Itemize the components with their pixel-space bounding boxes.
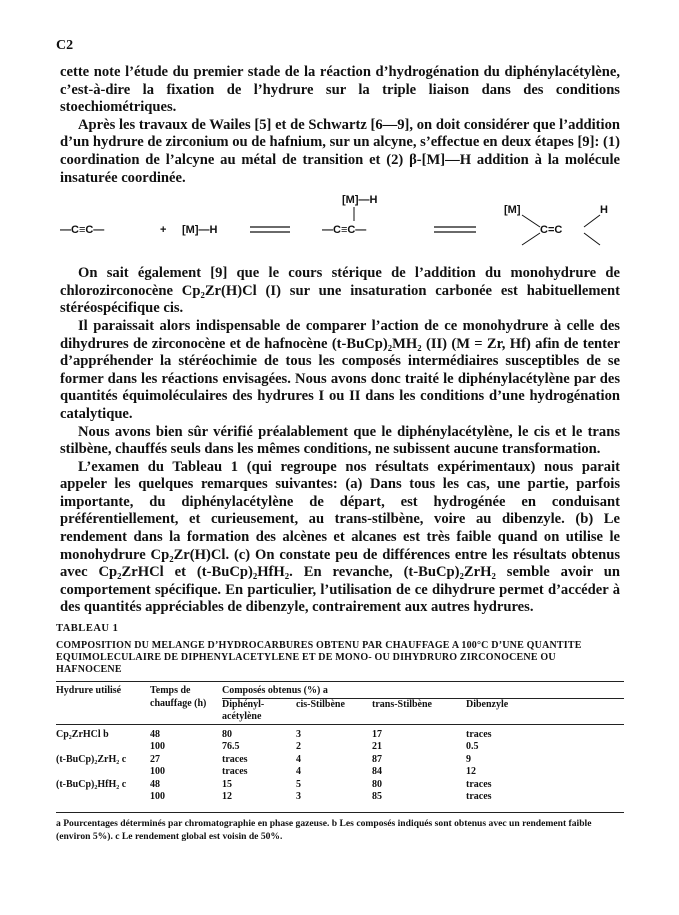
cell-time: 100 [150, 741, 165, 752]
table-caption: COMPOSITION DU MELANGE D’HYDROCARBURES OBTENU PAR CHAUFFAGE A 100°C D’UNE QUANTITE EQUIMOLECULAIRE DE DIPHENYLACETYLENE ET DE MONO- OU DIHYDRURO ZIRCONOCENE OU HAFNOCENE [56, 640, 582, 675]
table-row [56, 766, 624, 779]
page-identifier: C2 [56, 38, 74, 53]
results-table [56, 681, 624, 806]
equilibrium-arrow-1 [250, 227, 290, 232]
cell-time: 48 [150, 778, 160, 790]
equilibrium-arrow-2 [434, 227, 476, 232]
cell-trans: 85 [372, 791, 382, 802]
cell-hydride: (t-BuCp)₂ZrH₂ c [56, 753, 127, 765]
header-hydride: Hydrure utilisé [56, 685, 122, 696]
scheme-hydride: [M]—H [182, 224, 218, 237]
cell-hydride [56, 766, 150, 779]
cell-cis: 4 [296, 753, 301, 765]
scheme-product-hydrogen: H [600, 204, 608, 217]
table-1 [56, 623, 624, 843]
header-trans: trans-Stilbène [372, 698, 466, 724]
cell-diphenyl: 76.5 [222, 741, 240, 752]
reaction-scheme [60, 191, 620, 259]
cell-trans: 84 [372, 766, 382, 777]
cell-trans: 21 [372, 741, 382, 752]
cell-dibenzyl: 12 [466, 766, 476, 777]
cell-trans: 80 [372, 778, 382, 790]
cell-hydride [56, 791, 150, 806]
header-dibenzyl: Dibenzyle [466, 698, 624, 724]
cell-dibenzyl: traces [466, 778, 492, 790]
paragraph-6: L’examen du Tableau 1 (qui regroupe nos résultats expérimentaux) nous parait appeler les quelques remarques suivantes: (a) Dans tous les cas, une partie, parfois importante, du diphénylacétylène de départ, est hydrogénée en conduisant préférentiellement, et curieusement, au trans-stilbène, voire au dibenzyle. (b) Le rendement dans la formation des alcènes et alcanes est très faible quand on utilise le monohydrure Cp₂Zr(H)Cl. (c) On constate peu de différences entre les résultats obtenus avec Cp₂ZrHCl et (t-BuCp)₂HfH₂. En revanche, (t-BuCp)₂ZrH₂ semble avoir un comportement spécifique. En particulier, l’utilisation de ce dihydrure permet d’accéder à des quantités appréciables de dibenzyle, contrairement aux autres hydrures. [60, 458, 620, 616]
table-row [56, 741, 624, 754]
cell-hydride: (t-BuCp)₂HfH₂ c [56, 778, 127, 790]
scheme-complex-hydride: [M]—H [342, 194, 378, 207]
paragraph-5: Nous avons bien sûr vérifié préalablement que le diphénylacétylène, le cis et le trans stilbène, chauffés seuls dans les mêmes conditions, ne subissent aucune transformation. [60, 423, 620, 458]
table-row [56, 754, 624, 767]
header-diphenyl: Diphényl- acétylène [222, 698, 296, 724]
table-footnotes: a Pourcentages déterminés par chromatographie en phase gazeuse. b Les composés indiqués sont obtenus avec un rendement faible (environ 5%). c Le rendement global est voisin de 50%. [56, 812, 624, 843]
table-row [56, 724, 624, 741]
cell-diphenyl: 15 [222, 778, 232, 790]
paragraph-1: cette note l’étude du premier stade de la réaction d’hydrogénation du diphénylacétylène, c’est-à-dire la fixation de l’hydrure sur la triple liaison dans des conditions stoechiométriques. [60, 64, 620, 116]
cell-diphenyl: traces [222, 753, 248, 765]
cell-time: 100 [150, 791, 165, 802]
cell-hydride [56, 741, 150, 754]
cell-diphenyl: 12 [222, 791, 232, 802]
cell-diphenyl: traces [222, 766, 248, 777]
cell-dibenzyl: 0.5 [466, 741, 479, 752]
paragraph-4: Il paraissait alors indispensable de comparer l’action de ce monohydrure à celle des dihydrures de zirconocène et de hafnocène (t-BuCp)₂MH₂ (II) (M = Zr, Hf) afin de tenter d’appréhender la stéréochimie de tous les composés intermédiaires susceptibles de se former dans les réactions envisagées. Nous avons donc traité le diphénylacétylène par des quantités équimoléculaires des hydrures I ou II dans les conditions d’une hydrogénation catalytique. [60, 317, 620, 422]
scheme-alkyne: —C≡C— [60, 224, 105, 237]
cell-time: 48 [150, 728, 160, 740]
cell-cis: 2 [296, 741, 301, 752]
cell-cis: 3 [296, 791, 301, 802]
header-compounds: Composés obtenus (%) a [222, 685, 328, 696]
body-text [60, 64, 620, 617]
paragraph-3: On sait également [9] que le cours stérique de l’addition du monohydrure de chlorozirconocène Cp₂Zr(H)Cl (I) sur une insaturation carbonée est habituellement stéréospécifique cis. [60, 265, 620, 317]
table-row [56, 779, 624, 792]
paragraph-2: Après les travaux de Wailes [5] et de Schwartz [6—9], on doit considérer que l’addition d’un hydrure de zirconium ou de hafnium, sur un alcyne, s’effectue en deux étapes [9]: (1) coordination de l’alcyne au métal de transition et (2) β-[M]—H addition à la molécule insaturée coordinée. [60, 116, 620, 186]
cell-cis: 5 [296, 778, 301, 790]
header-cis: cis-Stilbène [296, 698, 372, 724]
cell-trans: 87 [372, 753, 382, 765]
cell-cis: 4 [296, 766, 301, 777]
cell-time: 100 [150, 766, 165, 777]
cell-dibenzyl: 9 [466, 753, 471, 765]
header-time: Temps de chauffage (h) [150, 685, 207, 709]
cell-cis: 3 [296, 728, 301, 740]
cell-trans: 17 [372, 728, 382, 740]
scheme-product-alkene: C=C [540, 224, 563, 237]
table-row [56, 791, 624, 806]
cell-dibenzyl: traces [466, 791, 492, 802]
scheme-complex-alkyne: —C≡C— [322, 224, 367, 237]
cell-hydride: Cp₂ZrHCl b [56, 728, 109, 740]
cell-diphenyl: 80 [222, 728, 232, 740]
cell-time: 27 [150, 753, 160, 765]
scheme-product-metal: [M] [504, 204, 521, 217]
scheme-plus: + [160, 224, 167, 237]
table-label: TABLEAU 1 [56, 623, 119, 634]
cell-dibenzyl: traces [466, 728, 492, 740]
reaction-scheme-drawing [52, 191, 632, 259]
